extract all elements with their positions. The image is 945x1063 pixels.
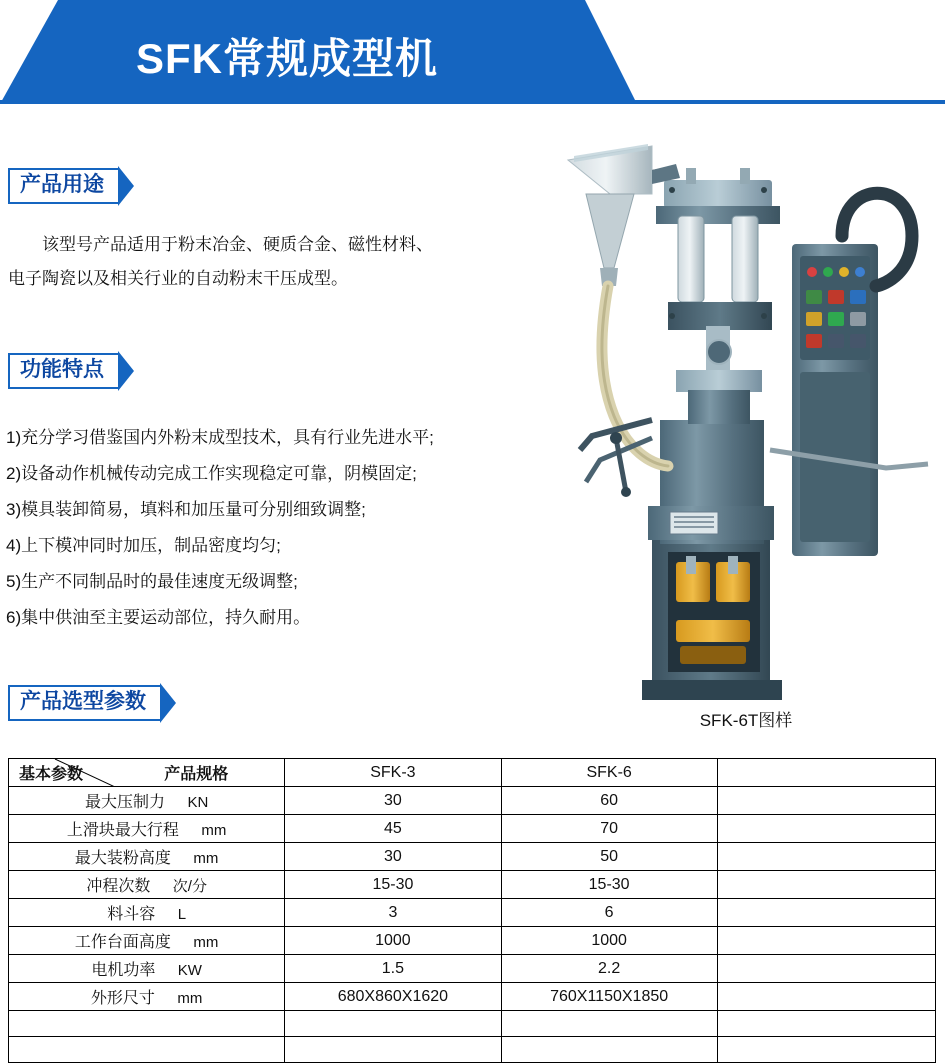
- usage-paragraph: [8, 228, 508, 296]
- param-value-model-3: [717, 955, 935, 983]
- feature-item: 3)模具装卸简易，填料和加压量可分别细致调整;: [6, 500, 366, 519]
- table-row: [9, 871, 936, 899]
- param-value-model-2: 70: [501, 815, 717, 843]
- usage-line-1: 该型号产品适用于粉末冶金、硬质合金、磁性材料、: [42, 235, 433, 254]
- param-name: 最大压制力: [84, 794, 165, 811]
- param-name-cell: [9, 899, 285, 927]
- header-model-1: SFK-3: [285, 759, 501, 787]
- feature-item: 6)集中供油至主要运动部位，持久耐用。: [6, 608, 311, 627]
- section-label-parameters: [8, 685, 160, 721]
- table-row: [9, 899, 936, 927]
- param-value-model-2: 15-30: [501, 871, 717, 899]
- table-row: [9, 787, 936, 815]
- header-basic-param-label: 基本参数: [19, 766, 84, 783]
- param-unit: mm: [193, 934, 219, 951]
- page-title: SFK常规成型机: [136, 35, 439, 82]
- param-value-model-1: 1000: [285, 927, 501, 955]
- param-name: 工作台面高度: [74, 934, 171, 951]
- section-label-features: [8, 353, 118, 389]
- feature-item: 1)充分学习借鉴国内外粉末成型技术，具有行业先进水平;: [6, 428, 434, 447]
- param-name: 外形尺寸: [90, 990, 155, 1007]
- feature-item: 5)生产不同制品时的最佳速度无级调整;: [6, 572, 298, 591]
- param-value-model-1: 3: [285, 899, 501, 927]
- param-name: 电机功率: [91, 962, 156, 979]
- param-value-model-1: 30: [285, 787, 501, 815]
- banner-underline: [0, 100, 945, 104]
- section-label-usage-text: 产品用途: [20, 173, 104, 196]
- photo-caption: SFK-6T图样: [699, 711, 793, 730]
- usage-line-2: 电子陶瓷以及相关行业的自动粉末干压成型。: [8, 269, 348, 288]
- powder-forming-machine-photo: [556, 120, 936, 700]
- param-value-model-2: [501, 1037, 717, 1063]
- param-value-model-1: 1.5: [285, 955, 501, 983]
- header-model-2: SFK-6: [501, 759, 717, 787]
- param-value-model-3: [717, 787, 935, 815]
- param-name: 冲程次数: [86, 878, 151, 895]
- param-unit: mm: [193, 850, 219, 867]
- param-name-cell: [9, 983, 285, 1011]
- param-name-cell: [9, 871, 285, 899]
- param-name-cell: [9, 927, 285, 955]
- param-unit: 次/分: [172, 878, 207, 895]
- param-value-model-3: [717, 871, 935, 899]
- param-name-cell: [9, 815, 285, 843]
- param-name: 最大装粉高度: [74, 850, 171, 867]
- param-name: 上滑块最大行程: [66, 822, 179, 839]
- feature-list: [6, 420, 526, 636]
- param-value-model-1: 680X860X1620: [285, 983, 501, 1011]
- param-name-cell: [9, 1037, 285, 1063]
- param-value-model-3: [717, 1011, 935, 1037]
- param-value-model-2: 6: [501, 899, 717, 927]
- param-value-model-1: 30: [285, 843, 501, 871]
- banner-left-notch: [0, 0, 92, 104]
- param-name: 料斗容: [107, 906, 156, 923]
- param-unit: mm: [177, 990, 203, 1007]
- param-value-model-2: 60: [501, 787, 717, 815]
- param-unit: L: [177, 906, 187, 923]
- param-value-model-1: 15-30: [285, 871, 501, 899]
- param-unit: mm: [201, 822, 227, 839]
- table-row: [9, 843, 936, 871]
- param-unit: KW: [177, 962, 202, 979]
- param-unit: KN: [187, 794, 209, 811]
- section-label-parameters-text: 产品选型参数: [20, 690, 146, 713]
- param-value-model-1: [285, 1011, 501, 1037]
- param-name-cell: [9, 955, 285, 983]
- section-label-features-text: 功能特点: [20, 358, 104, 381]
- param-value-model-2: 760X1150X1850: [501, 983, 717, 1011]
- param-value-model-3: [717, 843, 935, 871]
- table-corner-header: [9, 759, 285, 787]
- param-value-model-1: 45: [285, 815, 501, 843]
- banner-right-notch: [585, 0, 945, 104]
- table-row: [9, 815, 936, 843]
- table-row-empty: [9, 1011, 936, 1037]
- param-value-model-2: 1000: [501, 927, 717, 955]
- table-row: [9, 983, 936, 1011]
- param-value-model-2: [501, 1011, 717, 1037]
- param-value-model-3: [717, 927, 935, 955]
- param-value-model-3: [717, 815, 935, 843]
- feature-item: 2)设备动作机械传动完成工作实现稳定可靠，阴模固定;: [6, 464, 417, 483]
- table-row: [9, 927, 936, 955]
- param-value-model-3: [717, 983, 935, 1011]
- table-row: [9, 955, 936, 983]
- param-value-model-2: 2.2: [501, 955, 717, 983]
- section-label-usage: [8, 168, 118, 204]
- feature-item: 4)上下模冲同时加压，制品密度均匀;: [6, 536, 281, 555]
- param-value-model-2: 50: [501, 843, 717, 871]
- page-header-banner: [0, 0, 945, 104]
- param-name-cell: [9, 787, 285, 815]
- header-product-spec-label: 产品规格: [164, 766, 229, 783]
- param-name-cell: [9, 843, 285, 871]
- header-model-3: [717, 759, 935, 787]
- param-value-model-3: [717, 1037, 935, 1063]
- param-value-model-3: [717, 899, 935, 927]
- param-value-model-1: [285, 1037, 501, 1063]
- table-header-row: [9, 759, 936, 787]
- param-name-cell: [9, 1011, 285, 1037]
- table-row-empty: [9, 1037, 936, 1063]
- specification-table: [8, 758, 936, 1063]
